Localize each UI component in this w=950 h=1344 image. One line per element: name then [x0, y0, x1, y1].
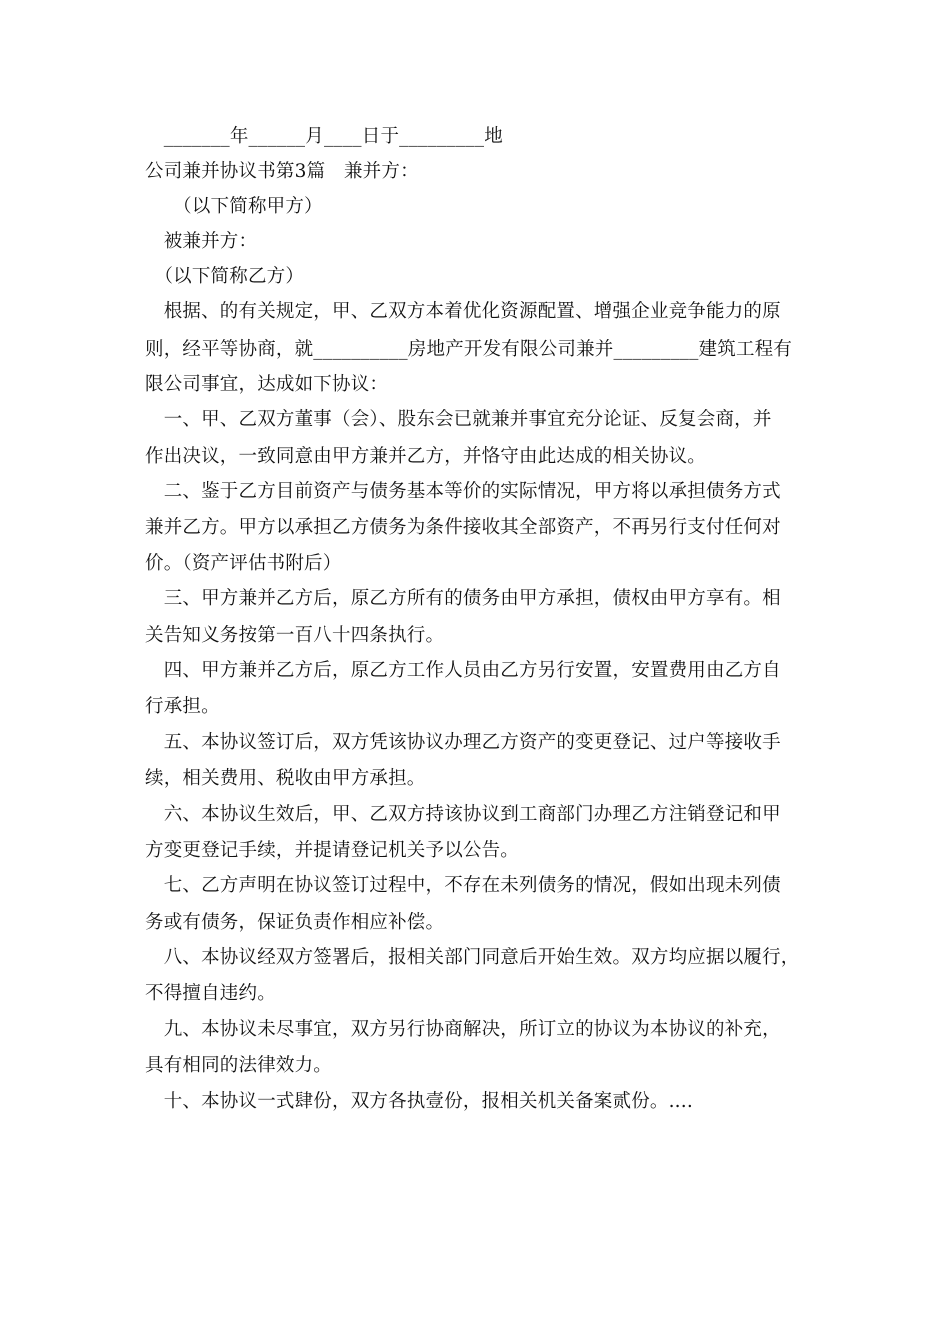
clause-4-line-1: 四、甲方兼并乙方后，原乙方工作人员由乙方另行安置，安置费用由乙方自 — [145, 660, 781, 681]
clause-5-line-2: 续，相关费用、税收由甲方承担。 — [145, 768, 426, 789]
clause-9-line-2: 具有相同的法律效力。 — [145, 1055, 333, 1076]
party-b-line: 被兼并方： — [145, 231, 258, 252]
clause-3-line-1: 三、甲方兼并乙方后，原乙方所有的债务由甲方承担，债权由甲方享有。相 — [145, 588, 781, 609]
preamble-line-3: 限公司事宜，达成如下协议： — [145, 374, 389, 395]
preamble-line-1: 根据、的有关规定，甲、乙双方本着优化资源配置、增强企业竞争能力的原 — [145, 301, 781, 322]
party-b-alias-line: （以下简称乙方） — [145, 266, 305, 287]
clause-6-line-2: 方变更登记手续，并提请登记机关予以公告。 — [145, 840, 520, 861]
clause-4-line-2: 行承担。 — [145, 696, 220, 717]
clause-2-line-3: 价。（资产评估书附后） — [145, 553, 342, 574]
clause-1-line-2: 作出决议，一致同意由甲方兼并乙方，并恪守由此达成的相关协议。 — [145, 446, 707, 467]
section-title-line: 公司兼并协议书第3篇 兼并方： — [145, 161, 419, 182]
preamble-line-2: 则，经平等协商，就__________房地产开发有限公司兼并_________建筑工程有 — [145, 339, 793, 360]
party-a-alias-line: （以下简称甲方） — [145, 196, 323, 217]
date-place-line: _______年______月____日于_________地 — [145, 126, 503, 147]
clause-5-line-1: 五、本协议签订后，双方凭该协议办理乙方资产的变更登记、过户等接收手 — [145, 732, 781, 753]
clause-8-line-2: 不得擅自违约。 — [145, 983, 276, 1004]
clause-10-line-1: 十、本协议一式肆份，双方各执壹份，报相关机关备案贰份。.... — [145, 1091, 693, 1112]
clause-9-line-1: 九、本协议未尽事宜，双方另行协商解决，所订立的协议为本协议的补充， — [145, 1019, 781, 1040]
clause-1-line-1: 一、甲、乙双方董事（会）、股东会已就兼并事宜充分论证、反复会商，并 — [145, 409, 772, 430]
clause-2-line-1: 二、鉴于乙方目前资产与债务基本等价的实际情况，甲方将以承担债务方式 — [145, 481, 781, 502]
clause-8-line-1: 八、本协议经双方签署后，报相关部门同意后开始生效。双方均应据以履行， — [145, 947, 800, 968]
clause-6-line-1: 六、本协议生效后，甲、乙双方持该协议到工商部门办理乙方注销登记和甲 — [145, 804, 781, 825]
clause-3-line-2: 关告知义务按第一百八十四条执行。 — [145, 625, 445, 646]
clause-7-line-1: 七、乙方声明在协议签订过程中，不存在未列债务的情况，假如出现未列债 — [145, 875, 781, 896]
clause-2-line-2: 兼并乙方。甲方以承担乙方债务为条件接收其全部资产，不再另行支付任何对 — [145, 517, 781, 538]
clause-7-line-2: 务或有债务，保证负责作相应补偿。 — [145, 912, 445, 933]
